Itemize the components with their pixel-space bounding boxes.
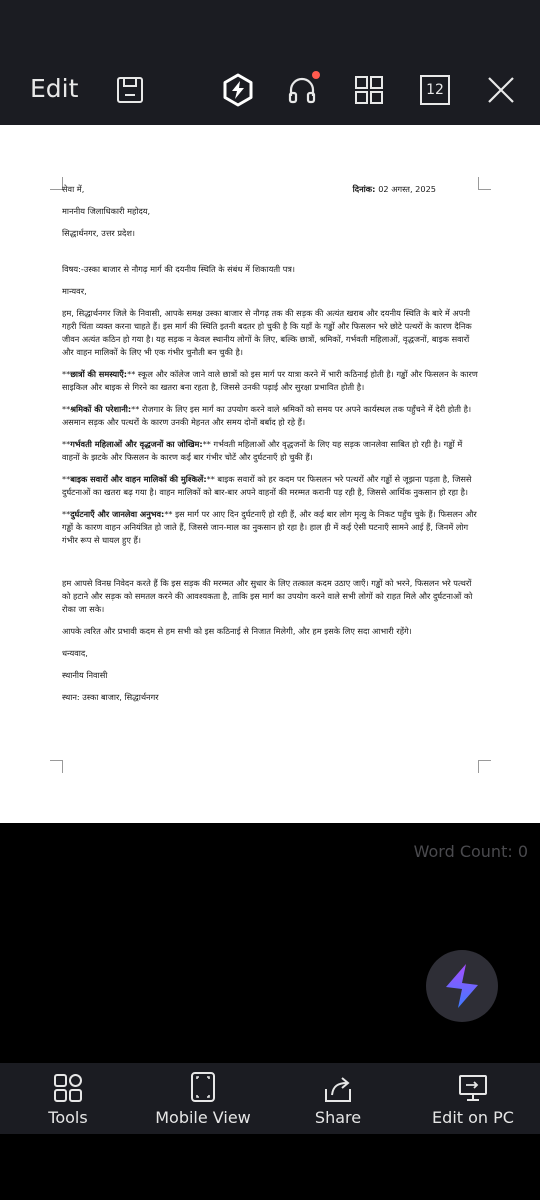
request-paragraph: हम आपसे विनम्र निवेदन करते हैं कि इस सड़क की मरम्मत और सुधार के लिए तत्काल कदम उठाए जाएँ। गड्ढों को भरने, फिसलन भरे पत्थरों को हटाने और सड़क को समतल करने की आवश्यकता है, ताकि इस मार्ग का उपयोग करने वाले सभी लोगों को राहत मिले और दुर्घटनाओं को रोका जा सके। [62,578,473,614]
signature-line: स्थानीय निवासी [62,670,108,680]
share-icon [323,1063,353,1103]
bottom-nav [0,1063,540,1134]
point-paragraph: **गर्भवती महिलाओं और वृद्धजनों का जोखिम:** गर्भवती महिलाओं और वृद्धजनों के लिए यह सड़क जानलेवा साबित हो रही है। गड्ढों में वाहनों के झटके और फिसलन के कारण कई बार गंभीर चोटें और दुर्घटनाएँ हो चुकी हैं। [62,439,463,462]
salutation-to: सेवा में, [62,184,85,194]
margin-corner-top-right [478,177,491,190]
margin-corner-bottom-right [478,760,491,773]
recipient: माननीय जिलाधिकारी महोदय, [62,206,151,216]
nav-edit-on-pc[interactable]: Edit on PC [428,1063,518,1134]
document-body[interactable] [62,183,478,704]
ai-assistant-button[interactable] [426,950,498,1022]
tools-icon [53,1063,83,1103]
grid-icon[interactable] [350,71,388,109]
status-bar [0,0,540,55]
word-count: Word Count: 0 [413,842,528,861]
nav-tools[interactable]: Tools [44,1063,92,1134]
margin-corner-bottom-left [50,760,63,773]
point-paragraph: **बाइक सवारों और वाहन मालिकों की मुश्किलें:** बाइक सवारों को हर कदम पर फिसलन भरे पत्थरों और गड्ढों से जूझना पड़ता है, जिससे दुर्घटनाओं का खतरा बढ़ गया है। वाहन मालिकों को बार-बार अपने वाहनों की मरम्मत करानी पड़ रही है, जिससे आर्थिक नुकसान हो रहा है। [62,474,472,497]
thanks-line: धन्यवाद, [62,648,88,658]
nav-share[interactable]: Share [310,1063,366,1134]
notification-dot [312,71,320,79]
recipient-place: सिद्धार्थनगर, उत्तर प्रदेश। [62,228,136,238]
page-count: 12 [420,75,450,105]
top-toolbar [0,55,540,125]
lightning-icon[interactable] [219,71,257,109]
greeting: मान्यवर, [62,286,87,296]
nav-mobile-view[interactable]: Mobile View [152,1063,254,1134]
point-paragraph: **श्रमिकों की परेशानी:** रोजगार के लिए इस मार्ग का उपयोग करने वाले श्रमिकों को समय पर अपने कार्यस्थल तक पहुँचने में देरी होती है। असमान सड़क और पत्थरों के कारण उनकी मेहनत और समय दोनों बर्बाद हो रहे हैं। [62,404,472,427]
ai-sparkle-icon [442,963,482,1009]
point-paragraph: **दुर्घटनाएँ और जानलेवा अनुभव:** इस मार्ग पर आए दिन दुर्घटनाएँ हो रही हैं, और कई बार लोग मृत्यु के निकट पहुँच चुके हैं। फिसलन और गड्ढों के कारण वाहन अनियंत्रित हो जाते हैं, जिससे जान-माल का नुकसान हो रहा है। हाल ही में कई ऐसी घटनाएँ सामने आई हैं, जिनमें लोग गंभीर रूप से घायल हुए हैं। [62,509,477,545]
mobile-view-icon [190,1063,216,1103]
document-page[interactable] [0,125,540,823]
save-icon[interactable] [111,71,149,109]
letter-date: दिनांक: 02 अगस्त, 2025 [352,184,436,194]
close-icon[interactable] [482,71,520,109]
place-line: स्थान: उस्का बाजार, सिद्धार्थनगर [62,692,159,702]
point-paragraph: **छात्रों की समस्याएँ:** स्कूल और कॉलेज जाने वाले छात्रों को इस मार्ग पर यात्रा करने में भारी कठिनाई होती है। गड्ढों और फिसलन के कारण साइकिल और बाइक से गिरने का खतरा बना रहता है, जिससे उनकी पढ़ाई और सुरक्षा प्रभावित होती है। [62,369,478,392]
closing-paragraph: आपके त्वरित और प्रभावी कदम से हम सभी को इस कठिनाई से निजात मिलेगी, और हम इसके लिए सदा आभारी रहेंगे। [62,626,412,636]
edit-button[interactable]: Edit [30,74,79,103]
intro-paragraph: हम, सिद्धार्थनगर जिले के निवासी, आपके समक्ष उस्का बाजार से नौगढ़ तक की सड़क की अत्यंत खराब और दयनीय स्थिति के बारे में अपनी गहरी चिंता व्यक्त करना चाहते हैं। इस मार्ग की स्थिति इतनी बदतर हो चुकी है कि यहाँ के गड्ढों और फिसलन भरे छोटे पत्थरों के कारण दैनिक जीवन अत्यंत कठिन हो गया है। यह सड़क न केवल स्थानीय लोगों के लिए, बल्कि छात्रों, श्रमिकों, गर्भवती महिलाओं, वृद्धजनों, बाइक सवारों और वाहन मालिकों के लिए भी एक गंभीर चुनौती बन चुकी है। [62,308,472,357]
page-count-icon[interactable] [416,71,454,109]
edit-on-pc-icon [457,1063,489,1103]
headphones-icon[interactable] [283,71,321,109]
subject-line: विषय:-उस्का बाजार से नौगढ़ मार्ग की दयनीय स्थिति के संबंध में शिकायती पत्र। [62,264,295,274]
